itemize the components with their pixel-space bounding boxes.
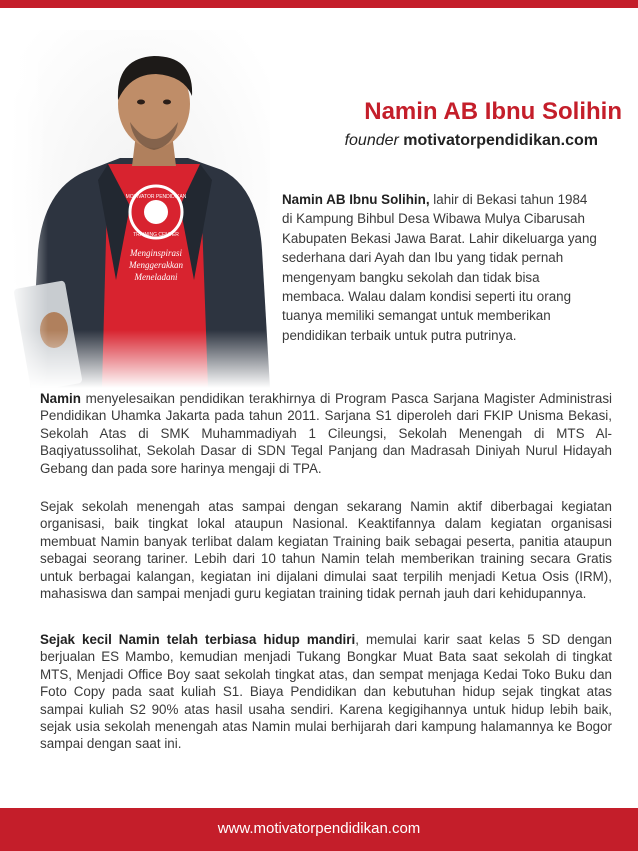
intro-text: lahir di Bekasi tahun 1984 di Kampung Bihbul Desa Wibawa Mulya Cibarusah Kabupaten Bekasi Jawa Barat. Lahir dikeluarga yang sederhana dari Ayah dan Ibu yang tidak pernah mengenyam bangku sekolah dan tidak bisa membaca. Walau dalam kondisi seperti itu orang tuanya memiliki semangat untuk memberikan pendidikan terbaik untuk putra putrinya. [282, 192, 597, 343]
independence-paragraph [40, 631, 612, 753]
shirt-logo-bottom: TRAINING CENTER [133, 232, 179, 238]
founder-label: founder [344, 132, 399, 149]
intro-name-bold: Namin AB Ibnu Solihin, [282, 192, 430, 207]
profile-subtitle [282, 132, 598, 150]
top-red-bar [0, 0, 638, 8]
independence-text: , memulai karir saat kelas 5 SD dengan berjualan ES Mambo, kemudian menjadi Tukang Bongkar Muat Bata saat sekolah di tingkat MTS, Menjadi Office Boy saat sekolah tingkat atas, dan sempat menjaga Kedai Toko Buku dan Foto Copy pada saat kuliah S1. Biaya Pendidikan dan kebutuhan hidup sejak tingkat atas sampai kuliah S2 90% atas hasil usaha sendiri. Karena kegigihannya untuk hidup lebih baik, sejak usia sekolah menengah atas Namin mulai berhijarah dari kampung halamannya ke Bogor sampai dengan saat ini. [40, 632, 612, 752]
education-paragraph [40, 390, 612, 477]
independence-lead: Sejak kecil Namin telah terbiasa hidup mandiri [40, 632, 356, 647]
shirt-slogan-2: Menggerakkan [129, 260, 183, 270]
organization-paragraph [40, 498, 612, 602]
footer-bar [0, 808, 638, 851]
profile-name-title: Namin AB Ibnu Solihin [364, 98, 622, 125]
education-text: menyelesaikan pendidikan terakhirnya di Program Pasca Sarjana Magister Administrasi Pendidikan Uhamka Jakarta pada tahun 2011. Sarjana S1 diperoleh dari FKIP Unisma Bekasi, Sekolah Atas di SMK Muhammadiyah 1 Cileungsi, Sekolah Menengah di MTS Al-Baqiyatussolihat, Sekolah Dasar di SDN Tegal Panjang dan Madrasah Diniyah Nurul Hidayah Gebang dan pada sore harinya mengaji di TPA. [40, 391, 612, 476]
education-lead: Namin [40, 391, 81, 406]
website-label: motivatorpendidikan.com [403, 132, 598, 149]
footer-website-link[interactable]: www.motivatorpendidikan.com [217, 820, 421, 837]
shirt-logo-top: MOTIVATOR PENDIDIKAN [125, 194, 187, 200]
shirt-slogan-1: Menginspirasi [129, 248, 183, 258]
shirt-slogan-3: Meneladani [134, 272, 178, 282]
portrait-photo [8, 30, 270, 388]
intro-paragraph [282, 190, 600, 345]
organization-text: Sejak sekolah menengah atas sampai dengan sekarang Namin aktif diberbagai kegiatan organisasi, baik tingkat lokal ataupun Nasional. Keaktifannya dalam kegiatan organisasi membuat Namin banyak terlibat dalam kegiatan Training baik sebagai peserta, panitia ataupun sebagai seorang tariner. Lebih dari 10 tahun Namin telah memberikan training secara Gratis untuk berbagai kalangan, kegiatan ini dijalani dimulai saat terpilih menjadi Ketua Osis (IRM), mahasiswa dan sampai menjadi guru kegiatan training tidak pernah jauh dari kehidupannya. [40, 499, 612, 602]
